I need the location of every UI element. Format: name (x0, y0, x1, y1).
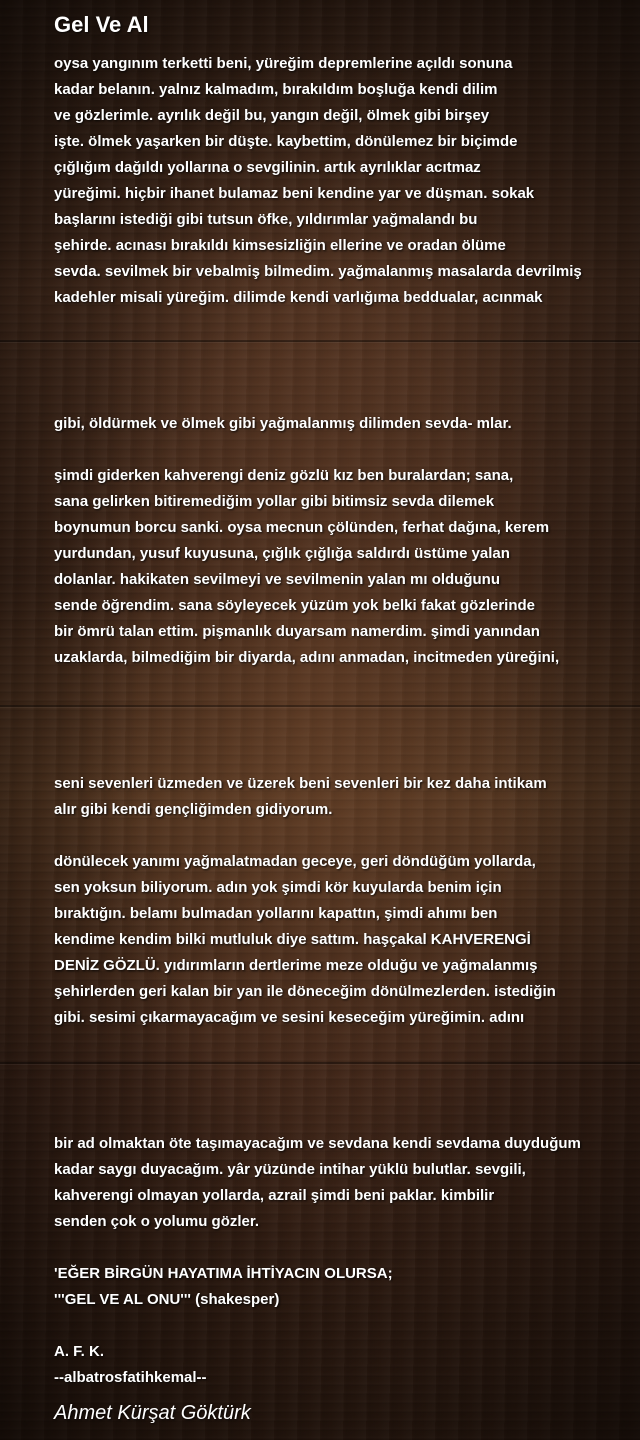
poem-line: kadar belanın. yalnız kalmadım, bırakıldım boşluğa kendi dilim (54, 81, 498, 98)
poem-line: 'EĞER BİRGÜN HAYATIMA İHTİYACIN OLURSA; (54, 1265, 393, 1282)
poem-line: dolanlar. hakikaten sevilmeyi ve sevilmenin yalan mı olduğunu (54, 571, 500, 588)
poem-line: bıraktığın. belamı bulmadan yollarını kapattın, şimdi ahımı ben (54, 905, 498, 922)
poem-line: sen yoksun biliyorum. adın yok şimdi kör kuyularda benim için (54, 879, 502, 896)
poem-line: '''GEL VE AL ONU''' (shakesper) (54, 1291, 280, 1308)
poem-line: sevda. sevilmek bir vebalmiş bilmedim. yağmalanmış masalarda devrilmiş (54, 263, 582, 280)
poem-line: uzaklarda, bilmediğim bir diyarda, adını anmadan, incitmeden yüreğini, (54, 649, 560, 666)
poem-line: DENİZ GÖZLÜ. yıdırımların dertlerime meze olduğu ve yağmalanmış (54, 957, 538, 974)
poem-line: işte. ölmek yaşarken bir düşte. kaybettim, dönülemez bir biçimde (54, 133, 518, 150)
wood-seam (0, 705, 640, 707)
poem-line: şimdi giderken kahverengi deniz gözlü kız ben buralardan; sana, (54, 467, 514, 484)
poem-line: oysa yangınım terketti beni, yüreğim depremlerine açıldı sonuna (54, 55, 513, 72)
poem-line: sende öğrendim. sana söyleyecek yüzüm yok belki fakat gözlerinde (54, 597, 536, 614)
poem-line: bir ömrü talan ettim. pişmanlık duyarsam namerdim. şimdi yanından (54, 623, 540, 640)
poem-line: boynumun borcu sanki. oysa mecnun çölünden, ferhat dağına, kerem (54, 519, 550, 536)
poem-signature-initials: A. F. K. (54, 1343, 105, 1360)
poem-line: ve gözlerimle. ayrılık değil bu, yangın değil, ölmek gibi birşey (54, 107, 490, 124)
poem-signature-pseudonym: --albatrosfatihkemal-- (54, 1369, 207, 1386)
poem-line: seni sevenleri üzmeden ve üzerek beni sevenleri bir kez daha intikam (54, 775, 547, 792)
poem-line: yurdundan, yusuf kuyusuna, çığlık çığlığa saldırdı üstüme yalan (54, 545, 510, 562)
poem-line: çığlığım dağıldı yollarına o sevgilinin. artık ayrılıklar acıtmaz (54, 159, 481, 176)
poem-line: şehirlerden geri kalan bir yan ile döneceğim dönülmezlerden. istediğin (54, 983, 556, 1000)
poem-line: kendime kendim bilki mutluluk diye sattım. haşçakal KAHVERENGİ (54, 931, 531, 948)
poem-line: sana gelirken bitiremediğim yollar gibi bitimsiz sevda dilemek (54, 493, 495, 510)
poem-line: kahverengi olmayan yollarda, azrail şimdi beni paklar. kimbilir (54, 1187, 495, 1204)
poem-line: gibi. sesimi çıkarmayacağım ve sesini keseceğim yüreğimin. adını (54, 1009, 525, 1026)
poem-line: başlarını istediği gibi tutsun öfke, yıldırımlar yağmalandı bu (54, 211, 478, 228)
poem-line: kadehler misali yüreğim. dilimde kendi varlığıma beddualar, acınmak (54, 289, 543, 306)
poem-line: kadar saygı duyacağım. yâr yüzünde intihar yüklü bulutlar. sevgili, (54, 1161, 526, 1178)
poem-title: Gel Ve Al (54, 12, 149, 37)
wood-seam (0, 340, 640, 342)
wood-seam (0, 1062, 640, 1064)
poem-line: senden çok o yolumu gözler. (54, 1213, 260, 1230)
poem-line: dönülecek yanımı yağmalatmadan geceye, geri döndüğüm yollarda, (54, 853, 536, 870)
poem-line: bir ad olmaktan öte taşımayacağım ve sevdana kendi sevdama duyduğum (54, 1135, 581, 1152)
poem-line: yüreğimi. hiçbir ihanet bulamaz beni kendine yar ve düşman. sokak (54, 185, 535, 202)
poem-line: alır gibi kendi gençliğimden gidiyorum. (54, 801, 333, 818)
poem-line: gibi, öldürmek ve ölmek gibi yağmalanmış dilimden sevda- mlar. (54, 415, 512, 432)
poem-author: Ahmet Kürşat Göktürk (54, 1402, 251, 1424)
poem-line: şehirde. acınası bırakıldı kimsesizliğin ellerine ve oradan ölüme (54, 237, 506, 254)
